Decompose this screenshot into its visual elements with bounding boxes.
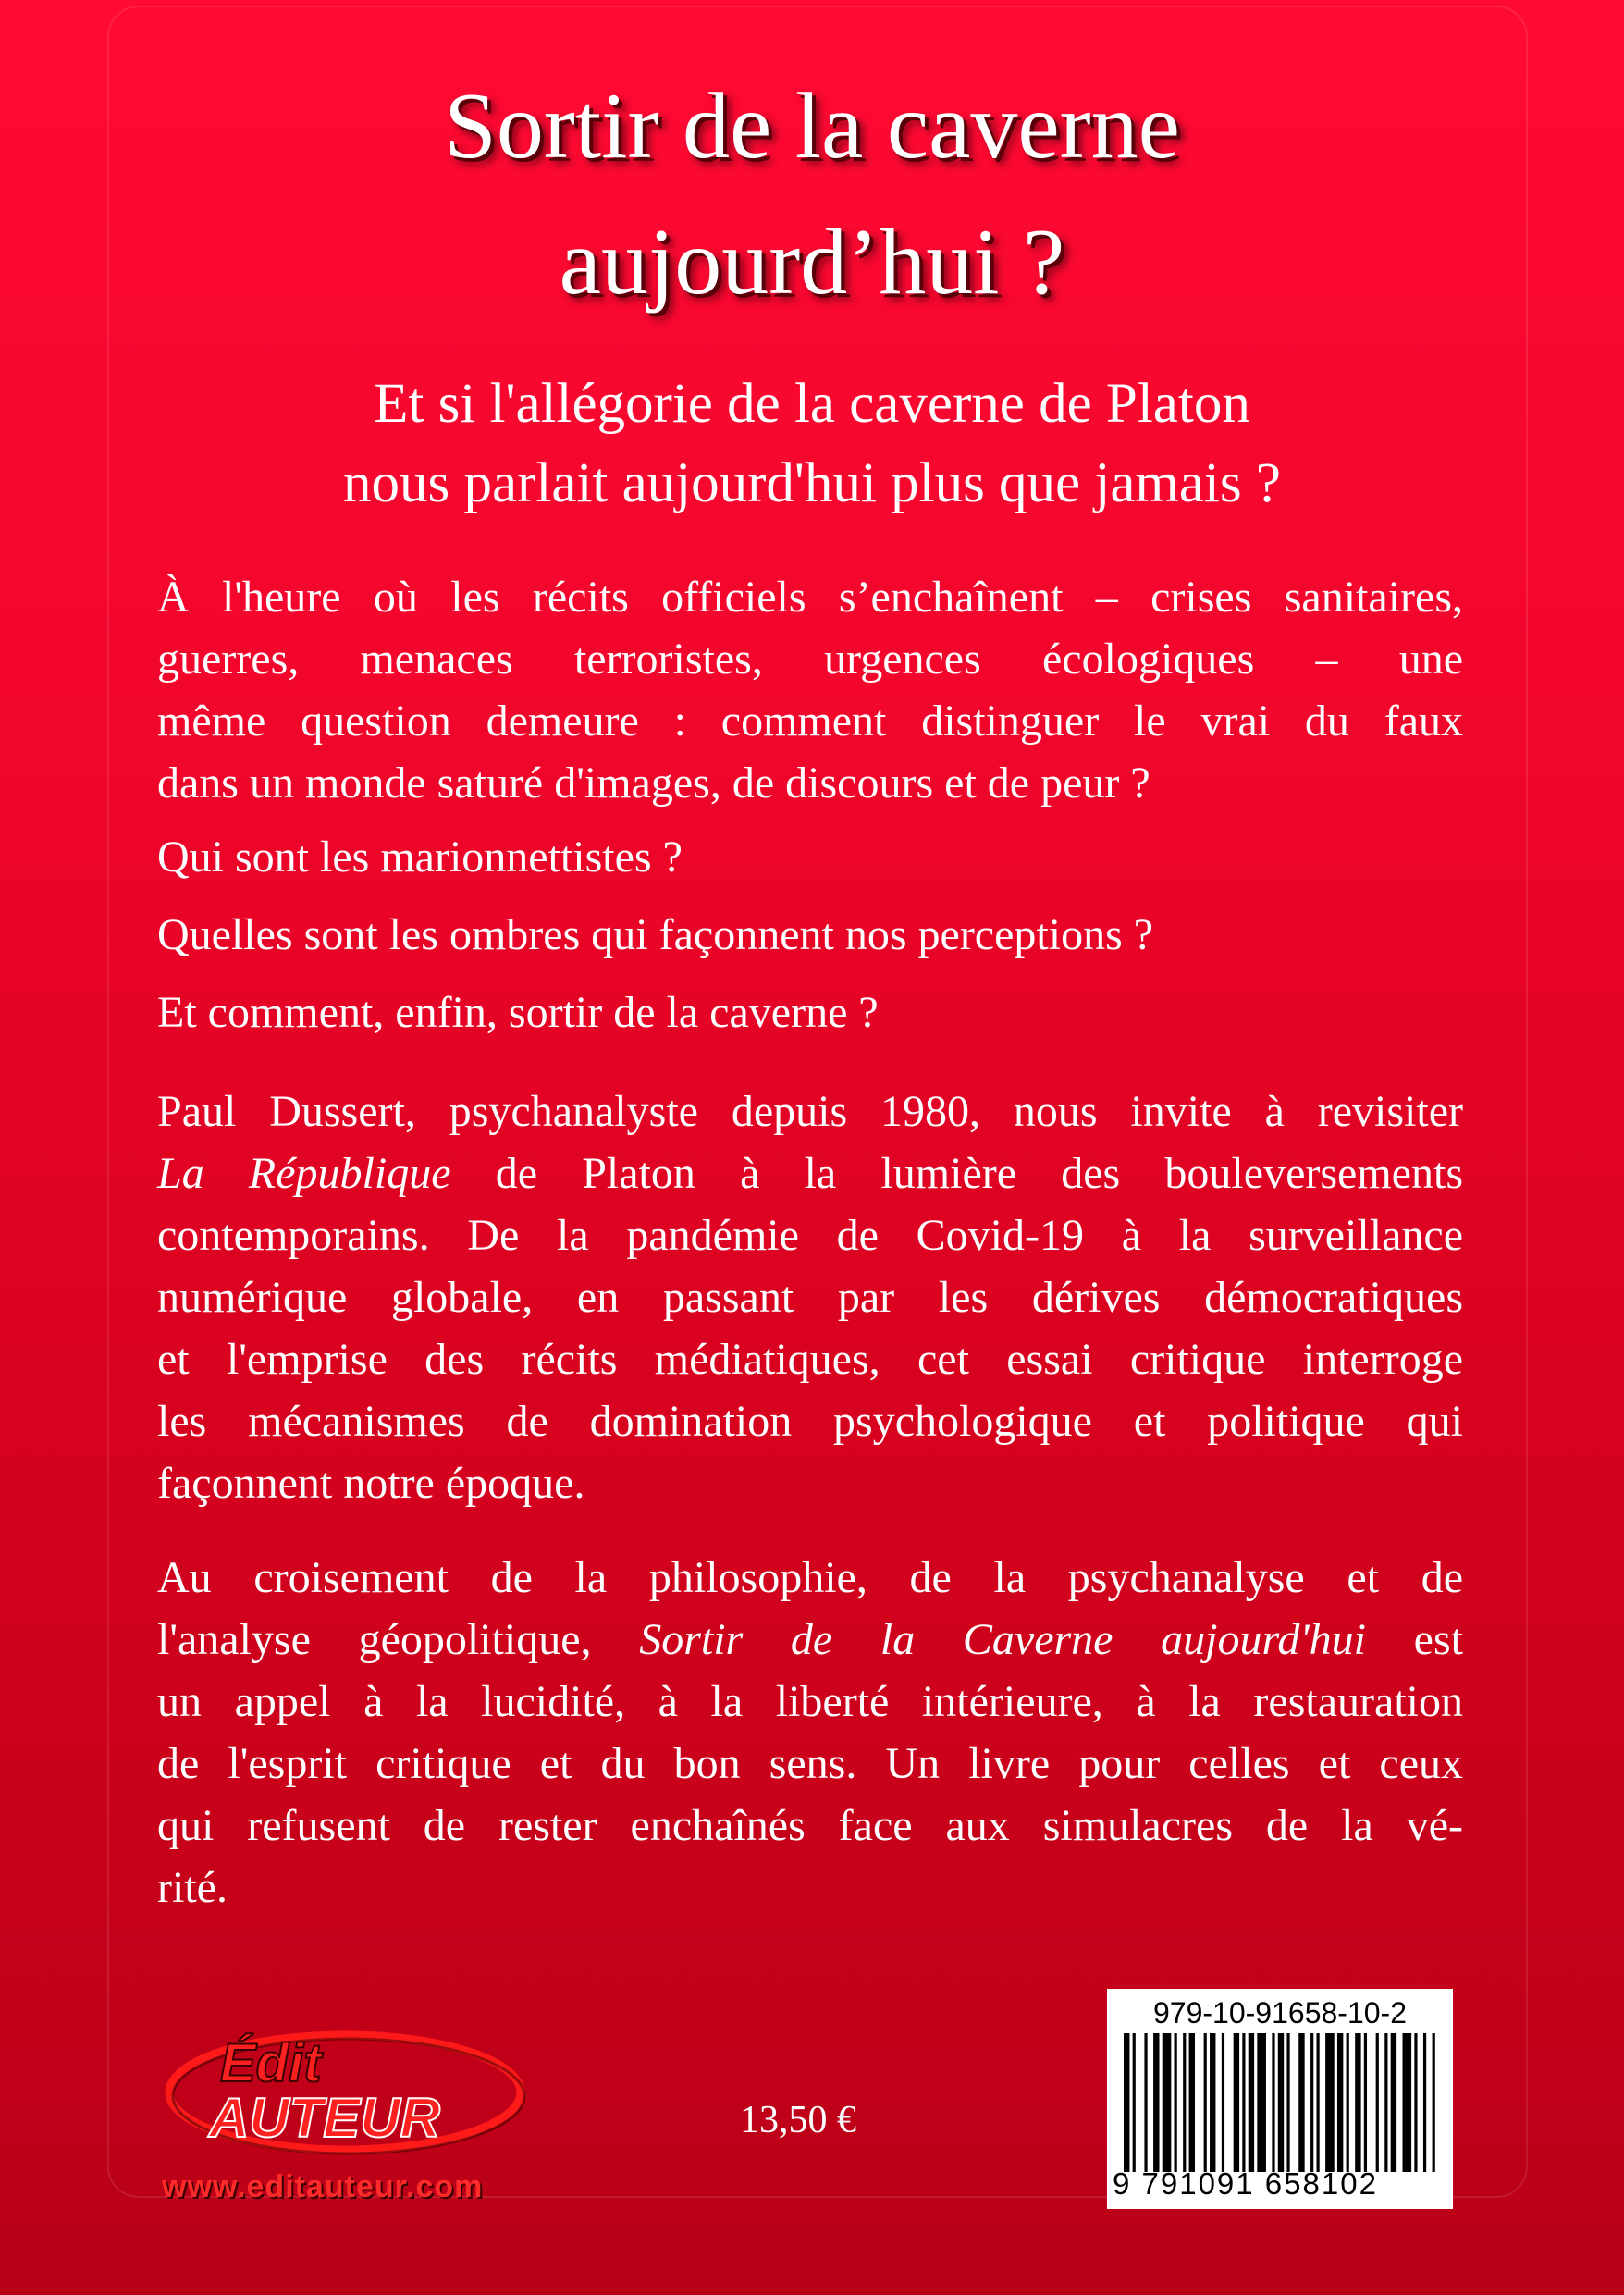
- paragraph-line: Au croisement de la philosophie, de la psychanalyse et de: [157, 1553, 1463, 1602]
- barcode-bar: [1316, 2033, 1319, 2172]
- summary-paragraph: [157, 1547, 1463, 1919]
- question-2: Quelles sont les ombres qui façonnent nos perceptions ?: [157, 910, 1154, 959]
- paragraph-line: [157, 1609, 1463, 1671]
- barcode-bar: [1391, 2033, 1396, 2172]
- barcode-bar: [1242, 2033, 1245, 2172]
- paragraph-line: façonnent notre époque.: [157, 1459, 585, 1508]
- intro-line: dans un monde saturé d'images, de discours et de peur ?: [157, 759, 1150, 808]
- barcode-bar: [1189, 2033, 1195, 2172]
- subtitle-line-1: Et si l'allégorie de la caverne de Platon: [374, 373, 1250, 435]
- barcode-bar: [1222, 2033, 1224, 2172]
- barcode-bar: [1384, 2033, 1387, 2172]
- author-paragraph: [157, 1080, 1463, 1514]
- barcode-bar: [1144, 2033, 1147, 2172]
- barcode-bar: [1234, 2033, 1239, 2172]
- intro-paragraph: [157, 566, 1463, 814]
- subtitle-line-2: nous parlait aujourd'hui plus que jamais ?: [343, 452, 1281, 514]
- book-title-line-2: aujourd’hui ?: [559, 210, 1065, 315]
- paragraph-line: numérique globale, en passant par les dérives démocratiques: [157, 1273, 1463, 1322]
- barcode-bar: [1175, 2033, 1177, 2172]
- editauteur-logo: [155, 2007, 544, 2192]
- barcode-bar: [1210, 2033, 1215, 2172]
- paragraph-text: de Platon à la lumière des bouleversements: [450, 1149, 1463, 1198]
- barcode-bar: [1272, 2033, 1274, 2172]
- barcode-bar: [1163, 2033, 1172, 2172]
- intro-line: même question demeure : comment distinguer le vrai du faux: [157, 697, 1463, 746]
- barcode-bar: [1337, 2033, 1343, 2172]
- paragraph-text: l'analyse géopolitique,: [157, 1615, 640, 1664]
- isbn-barcode: [1107, 1989, 1453, 2209]
- intro-line: À l'heure où les récits officiels s’enchaînent – crises sanitaires,: [157, 573, 1463, 622]
- barcode-bar: [1414, 2033, 1417, 2172]
- paragraph-text: est: [1366, 1615, 1463, 1664]
- barcode-bar: [1249, 2033, 1254, 2172]
- barcode-bar: [1133, 2033, 1136, 2172]
- paragraph-line: et l'emprise des récits médiatiques, cet essai critique interroge: [157, 1335, 1463, 1384]
- barcode-bar: [1310, 2033, 1313, 2172]
- barcode-bar: [1423, 2033, 1426, 2172]
- logo-text-top: Édit: [220, 2033, 322, 2093]
- barcode-bar: [1347, 2033, 1349, 2172]
- barcode-bar: [1204, 2033, 1207, 2172]
- barcode-bar: [1403, 2033, 1412, 2172]
- barcode-bar: [1355, 2033, 1360, 2172]
- barcode-bars: [1124, 2033, 1438, 2172]
- question-1: Qui sont les marionnettistes ?: [157, 833, 683, 882]
- barcode-bar: [1183, 2033, 1186, 2172]
- paragraph-line: rité.: [157, 1863, 228, 1912]
- paragraph-line: les mécanismes de domination psychologique et politique qui: [157, 1397, 1463, 1446]
- isbn-digits: 9 791091 658102: [1113, 2166, 1378, 2201]
- book-title-italic: Sortir de la Caverne aujourd'hui: [639, 1615, 1366, 1664]
- barcode-bar: [1286, 2033, 1289, 2172]
- barcode-bar: [1278, 2033, 1284, 2172]
- paragraph-line: qui refusent de rester enchaînés face aux simulacres de la vé-: [157, 1801, 1463, 1850]
- logo-text-bottom: AUTEUR: [209, 2087, 440, 2149]
- barcode-bar: [1124, 2033, 1129, 2172]
- barcode-bar: [1433, 2033, 1435, 2172]
- paragraph-line: contemporains. De la pandémie de Covid-19 à la surveillance: [157, 1211, 1463, 1260]
- paragraph-line: Paul Dussert, psychanalyste depuis 1980, nous invite à revisiter: [157, 1087, 1463, 1136]
- barcode-bar: [1153, 2033, 1159, 2172]
- barcode-bar: [1257, 2033, 1266, 2172]
- book-reference-italic: La République: [157, 1149, 451, 1198]
- price: 13,50 €: [740, 2099, 856, 2141]
- barcode-bar: [1364, 2033, 1367, 2172]
- barcode-bar: [1298, 2033, 1304, 2172]
- question-3: Et comment, enfin, sortir de la caverne ?: [157, 988, 879, 1037]
- book-title-line-1: Sortir de la caverne: [444, 74, 1180, 179]
- barcode-bar: [1325, 2033, 1335, 2172]
- intro-line: guerres, menaces terroristes, urgences écologiques – une: [157, 635, 1463, 684]
- paragraph-line: de l'esprit critique et du bon sens. Un livre pour celles et ceux: [157, 1739, 1463, 1788]
- isbn-number: 979-10-91658-10-2: [1153, 1996, 1407, 2030]
- paragraph-line: un appel à la lucidité, à la liberté intérieure, à la restauration: [157, 1677, 1463, 1726]
- paragraph-line: [157, 1142, 1463, 1204]
- barcode-bar: [1376, 2033, 1379, 2172]
- publisher-url: www.editauteur.com: [162, 2169, 484, 2204]
